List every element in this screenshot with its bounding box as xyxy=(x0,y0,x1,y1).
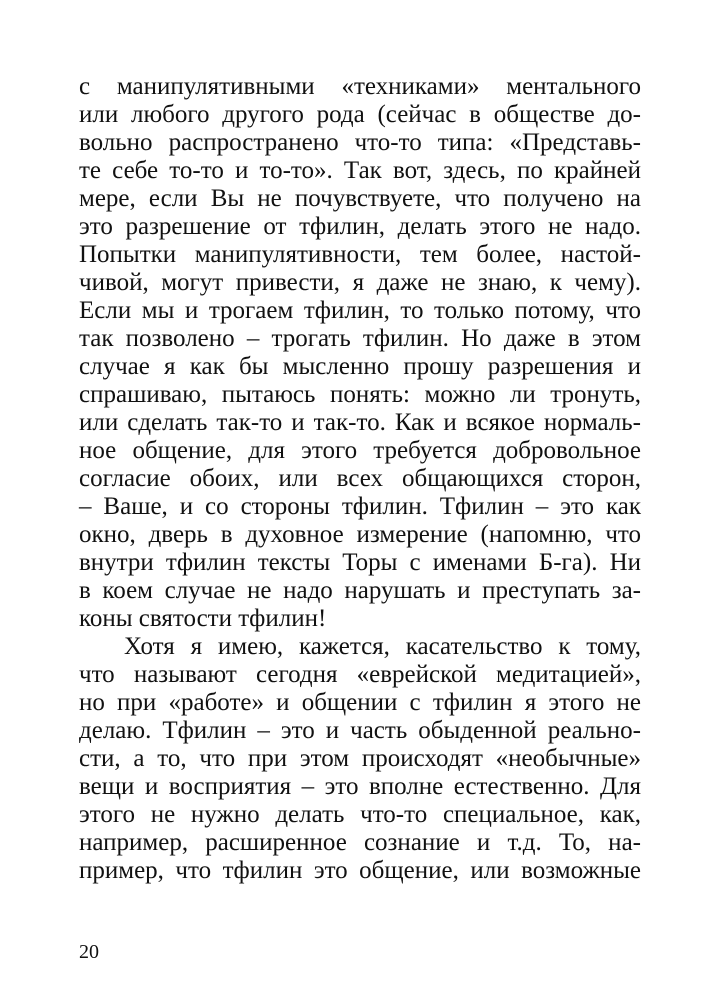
text-line: так позволено – трогать тфилин. Но даже в этом xyxy=(79,325,641,352)
text-line: Если мы и трогаем тфилин, то только потому, что xyxy=(79,297,641,324)
text-line: ное общение, для этого требуется добровольное xyxy=(79,437,641,464)
text-line: коны святости тфилин! xyxy=(79,605,327,632)
text-line: с манипулятивными «техниками» ментального xyxy=(79,73,641,100)
text-line: мере, если Вы не почувствуете, что получено на xyxy=(79,185,641,212)
text-line: Хотя я имею, кажется, касательство к тому, xyxy=(124,633,641,660)
text-line: вольно распространено что-то типа: «Представь- xyxy=(79,129,641,156)
text-line: или сделать так-то и так-то. Как и всякое нормаль- xyxy=(79,409,641,436)
text-line: случае я как бы мысленно прошу разрешения и xyxy=(79,353,641,380)
text-line: вещи и восприятия – это вполне естественно. Для xyxy=(79,773,641,800)
text-line: но при «работе» и общении с тфилин я этого не xyxy=(79,689,641,716)
text-line: согласие обоих, или всех общающихся сторон, xyxy=(79,465,641,492)
text-line: например, расширенное сознание и т.д. То, на- xyxy=(79,829,641,856)
paragraph xyxy=(79,73,641,633)
body-text xyxy=(79,73,641,885)
text-line: те себе то-то и то-то». Так вот, здесь, по крайней xyxy=(79,157,641,184)
text-line: этого не нужно делать что-то специальное, как, xyxy=(79,801,641,828)
text-line: спрашиваю, пытаюсь понять: можно ли тронуть, xyxy=(79,381,641,408)
text-line: что называют сегодня «еврейской медитацией», xyxy=(79,661,641,688)
text-line: – Ваше, и со стороны тфилин. Тфилин – это как xyxy=(79,493,641,520)
text-line: делаю. Тфилин – это и часть обыденной реально- xyxy=(79,717,641,744)
text-line: внутри тфилин тексты Торы с именами Б-га). Ни xyxy=(79,549,641,576)
text-line: в коем случае не надо нарушать и преступать за- xyxy=(79,577,641,604)
text-line: чивой, могут привести, я даже не знаю, к чему). xyxy=(79,269,641,296)
text-line: пример, что тфилин это общение, или возможные xyxy=(79,857,641,884)
text-line: или любого другого рода (сейчас в обществе до- xyxy=(79,101,641,128)
page-number: 20 xyxy=(79,941,99,963)
paragraph xyxy=(79,633,641,885)
text-line: сти, а то, что при этом происходят «необычные» xyxy=(79,745,641,772)
text-line: это разрешение от тфилин, делать этого не надо. xyxy=(79,213,641,240)
text-line: окно, дверь в духовное измерение (напомню, что xyxy=(79,521,641,548)
text-line: Попытки манипулятивности, тем более, настой- xyxy=(79,241,641,268)
